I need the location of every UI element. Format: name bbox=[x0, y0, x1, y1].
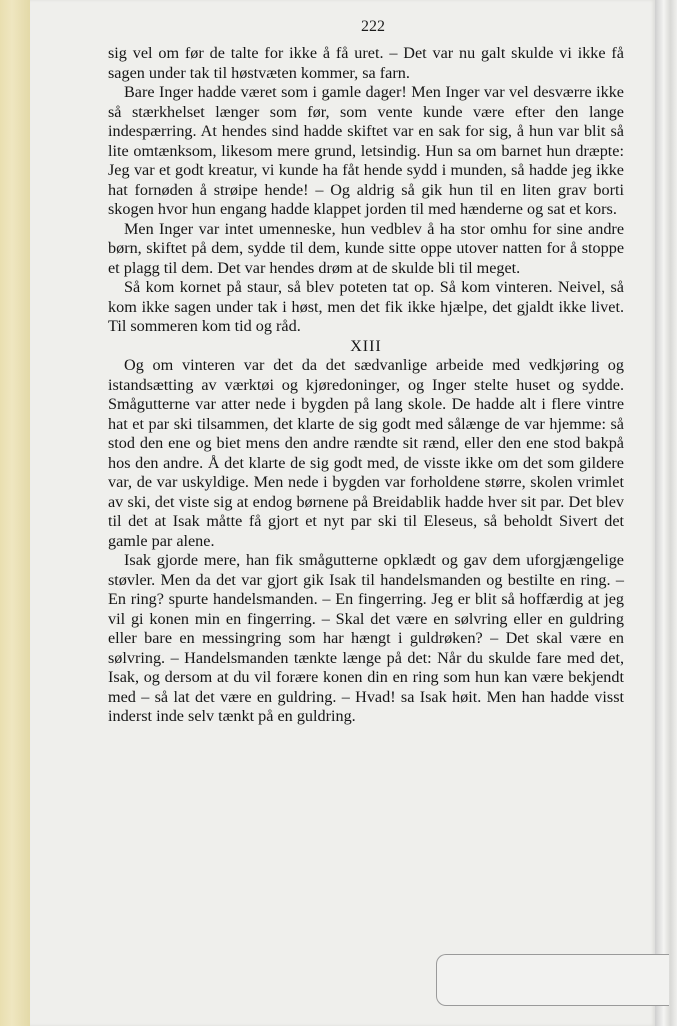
paragraph: Men Inger var intet umenneske, hun vedblev å ha stor omhu for sine andre børn, skiftet på dem, sydde til dem, kunde sitte oppe utover natten for å stoppe et plagg til dem. Det var hendes drøm at de skulde bli til meget. bbox=[108, 219, 624, 277]
paragraph: Bare Inger hadde været som i gamle dager! Men Inger var vel desværre ikke så stærkhelset længer som før, som vente kunde være efter den lange indespærring. At hendes sind hadde skiftet var en sak for sig, å hun var blit så lite omtænksom, likesom mere grund, letsindig. Hun sa om barnet hun dræpte: Jeg var et godt kreatur, vi kunde ha fåt hende sydd i munden, så hadde jeg ikke hat fornøden å strøipe hende! – Og aldrig så gik hun til en liten grav borti skogen hvor hun engang hadde klappet jorden til med hænderne og sat et kors. bbox=[108, 83, 624, 218]
page-number: 222 bbox=[361, 18, 385, 35]
page-edge bbox=[655, 0, 677, 1026]
paragraph: Så kom kornet på staur, så blev poteten tat op. Så kom vinteren. Neivel, så kom ikke sagen under tak i høst, men det fik ikke hjælpe, det gjaldt ikke livet. Til sommeren kom tid og råd. bbox=[108, 278, 624, 335]
page-tab-marker bbox=[436, 954, 669, 1006]
book-spine bbox=[0, 0, 30, 1026]
chapter-heading: XIII bbox=[350, 337, 382, 355]
paragraph: Isak gjorde mere, han fik smågutterne opklædt og gav dem uforgjængelige støvler. Men da det var gjort gik Isak til handelsmanden og bestilte en ring. – En ring? spurte handelsmanden. – En fingerring. Jeg er blit så hoffærdig at jeg vil gi konen min en fingerring. – Skal det være en sølvring eller en guldring eller bare en messingring som har hængt i guldrøken? – Det skal være en sølvring. – Handelsmanden tænkte længe på det: Når du skulde fare med det, Isak, og dersom at du vil forære konen din en ring som hun kan være bekjendt med – så lat det være en guldring. – Hvad! sa Isak høit. Men han hadde visst inderst inde selv tænkt på en guldring. bbox=[108, 551, 624, 725]
page-text bbox=[108, 44, 624, 727]
paragraph: sig vel om før de talte for ikke å få uret. – Det var nu galt skulde vi ikke få sagen under tak til høstvæten kommer, sa farn. bbox=[108, 44, 624, 82]
paragraph: Og om vinteren var det da det sædvanlige arbeide med vedkjøring og istandsætting av værktøi og kjøredoninger, og Inger stelte huset og sydde. Smågutterne var atter nede i bygden på lang skole. De hadde alt i flere vintre hat et par ski tilsammen, det klarte de sig godt med sålænge de var hjemme: så stod den ene og biet mens den andre rændte sit rænd, eller den ene stod bakpå hos den andre. Å det klarte de sig godt med, de visste ikke om det som gildere var, de var uskyldige. Men nede i bygden var forholdene større, skolen vrimlet av ski, det viste sig at endog børnene på Breidablik hadde hver sit par. Det blev til det at Isak måtte få gjort et nyt par ski til Eleseus, så beholdt Sivert det gamle par alene. bbox=[108, 356, 624, 550]
